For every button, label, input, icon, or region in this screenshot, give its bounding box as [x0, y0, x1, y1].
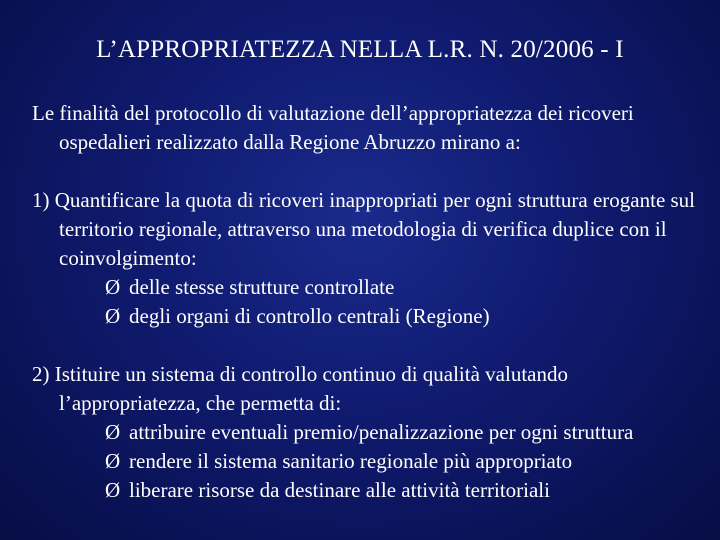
arrow-bullet-icon: Ø: [105, 449, 121, 473]
intro-paragraph: Le finalità del protocollo di valutazione dell’appropriatezza dei ricoveri ospedalieri realizzato dalla Regione Abruzzo mirano a:: [32, 101, 634, 154]
sub-bullet: [32, 302, 712, 331]
sub-bullet: [32, 476, 712, 505]
spacer: [32, 157, 712, 186]
item-text: 2) Istituire un sistema di controllo continuo di qualità valutando l’appropriatezza, che permetta di:: [32, 362, 568, 415]
list-item-1: [32, 186, 712, 331]
sub-bullet-text: rendere il sistema sanitario regionale più appropriato: [129, 449, 573, 473]
sub-bullet-text: degli organi di controllo centrali (Regione): [129, 304, 490, 328]
slide-title: L’APPROPRIATEZZA NELLA L.R. N. 20/2006 - I: [96, 36, 624, 63]
arrow-bullet-icon: Ø: [105, 275, 121, 299]
slide-body: [32, 99, 712, 505]
sub-bullet-text: liberare risorse da destinare alle attività territoriali: [129, 478, 550, 502]
sub-bullet: [32, 447, 712, 476]
spacer: [32, 331, 712, 360]
arrow-bullet-icon: Ø: [105, 420, 121, 444]
list-item-2: [32, 360, 712, 505]
sub-bullet: [32, 273, 712, 302]
item-text: 1) Quantificare la quota di ricoveri inappropriati per ogni struttura erogante sul territorio regionale, attraverso una metodologia di verifica duplice con il coinvolgimento:: [32, 188, 696, 270]
arrow-bullet-icon: Ø: [105, 304, 121, 328]
sub-bullet-text: delle stesse strutture controllate: [129, 275, 395, 299]
sub-bullet: [32, 418, 712, 447]
sub-bullet-text: attribuire eventuali premio/penalizzazione per ogni struttura: [129, 420, 634, 444]
arrow-bullet-icon: Ø: [105, 478, 121, 502]
